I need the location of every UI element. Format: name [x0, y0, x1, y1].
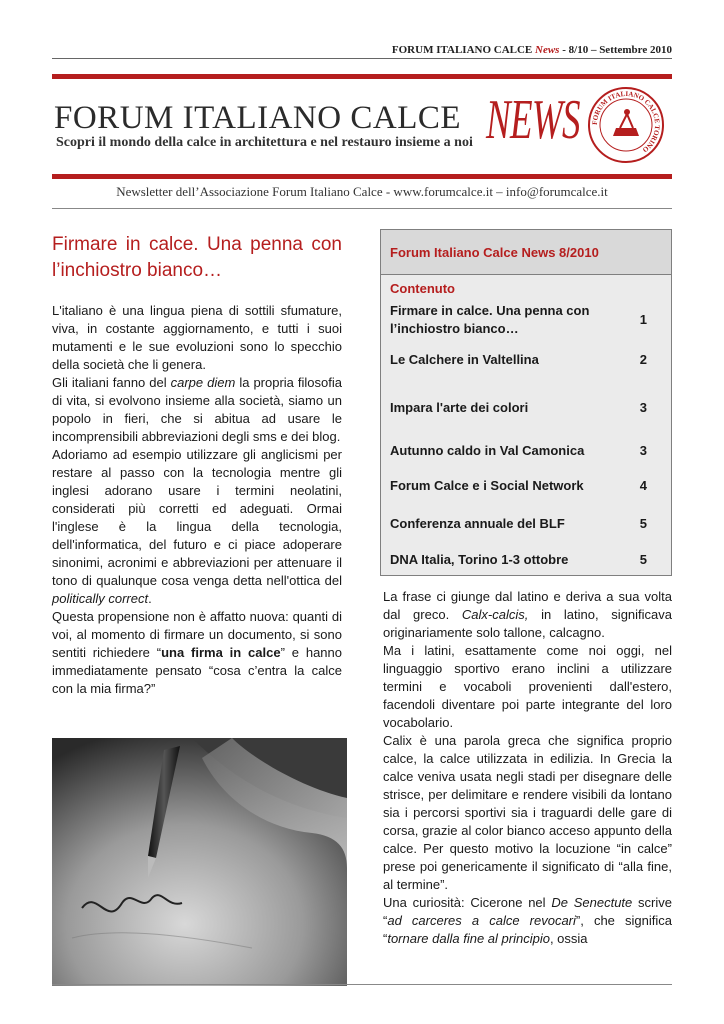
- article-paragraph-2: Gli italiani fanno del carpe diem la propria filosofia di vita, si evolvono insieme alla società, siamo un popolo in fieri, che si abitua ad usare le incomprensibili abbreviazioni degli sms e dei blog.: [52, 375, 342, 444]
- masthead-top-bar: [52, 74, 672, 79]
- masthead-subtitle: Scopri il mondo della calce in architettura e nel restauro insieme a noi: [56, 135, 473, 150]
- running-header: [392, 44, 672, 56]
- right-paragraph-3: Calix è una parola greca che significa proprio calce, la calce utilizzata in edilizia. In Grecia la calce veniva usata negli stadi per disegnare delle strisce, per delimitare e rendere visibili da lontano sia i percorsi sportivi sia i traguardi delle gare di corsa, grazie al color bianco acceso appunto della calce. Per questo motivo la locuzione “in calce” prese poi genericamente il significato di “alla fine, al termine”.: [383, 733, 672, 892]
- toc-item[interactable]: Autunno caldo in Val Camonica 3: [390, 443, 647, 458]
- toc-item[interactable]: Firmare in calce. Una penna con l’inchiostro bianco… 1: [390, 303, 647, 336]
- running-header-brand: FORUM ITALIANO CALCE: [391, 44, 533, 56]
- toc-item[interactable]: DNA Italia, Torino 1-3 ottobre 5: [390, 552, 647, 567]
- article-body: [52, 302, 342, 698]
- article-paragraph-1: L'italiano è una lingua piena di sottili sfumature, viva, in costante aggiornamento, e tutti i suoi mutamenti e le sue evoluzioni sono lo specchio della società che li genera.: [52, 303, 342, 372]
- header-divider: [52, 58, 672, 59]
- subheader-divider: [52, 208, 672, 209]
- seal-text: FORUM ITALIANO CALCE TORINO: [590, 89, 662, 154]
- toc-item[interactable]: Impara l'arte dei colori 3: [390, 400, 647, 415]
- masthead-news-word: NEWS: [486, 89, 580, 151]
- right-column-body: [383, 588, 672, 948]
- article-title: Firmare in calce. Una penna con l’inchiostro bianco…: [52, 234, 342, 281]
- pen-signing-photo: [52, 738, 347, 986]
- toc-header: Forum Italiano Calce News 8/2010: [381, 230, 671, 275]
- masthead-bottom-bar: [52, 174, 672, 179]
- footer-divider: [52, 984, 672, 985]
- toc-rows: [381, 275, 671, 575]
- running-header-news: News: [535, 44, 560, 56]
- article-paragraph-3: Adoriamo ad esempio utilizzare gli anglicismi per restare al passo con la tecnologia mentre gli inglesi adorano usare i termini neolatini, considerati più corretti ed adeguati. Ormai l'inglese è la lingua della tecnologia, dell'informatica, del futuro e ci piace adoperare sinonimi, acronimi e abbreviazioni per attenuare il tono di qualunque cosa venga detta nell'ottica del politically correct.: [52, 447, 342, 606]
- toc-item[interactable]: Le Calchere in Valtellina 2: [390, 352, 647, 367]
- right-paragraph-4: Una curiosità: Cicerone nel De Senectute scrive “ad carceres a calce revocari”, che significa “tornare dalla fine al principio, ossia: [383, 895, 672, 946]
- right-paragraph-1: La frase ci giunge dal latino e deriva a sua volta dal greco. Calx-calcis, in latino, significava originariamente solo tallone, calcagno.: [383, 589, 673, 640]
- forum-calce-seal-logo: [587, 86, 665, 164]
- table-of-contents: [380, 229, 672, 576]
- article-paragraph-4: Questa propensione non è affatto nuova: quanti di voi, al momento di firmare un documento, si sono sentiti richiedere “una firma in calce” e hanno immediatamente pensato “cosa c’entra la calce con la mia firma?”: [52, 609, 342, 696]
- toc-item[interactable]: Forum Calce e i Social Network 4: [390, 478, 647, 493]
- toc-contents-label: Contenuto: [390, 281, 455, 296]
- right-paragraph-2: Ma i latini, esattamente come noi oggi, nel linguaggio sportivo erano inclini a utilizzare termini e vocaboli provenienti dall'estero, facendoli diventare poi parte integrante del loro vocabolario.: [383, 643, 672, 730]
- toc-item[interactable]: Conferenza annuale del BLF 5: [390, 516, 647, 531]
- newsletter-line: Newsletter dell’Associazione Forum Italiano Calce - www.forumcalce.it – info@forumcalce.it: [116, 184, 608, 199]
- running-header-issue: - 8/10 – Settembre 2010: [562, 44, 672, 56]
- masthead-title: FORUM ITALIANO CALCE: [54, 100, 462, 136]
